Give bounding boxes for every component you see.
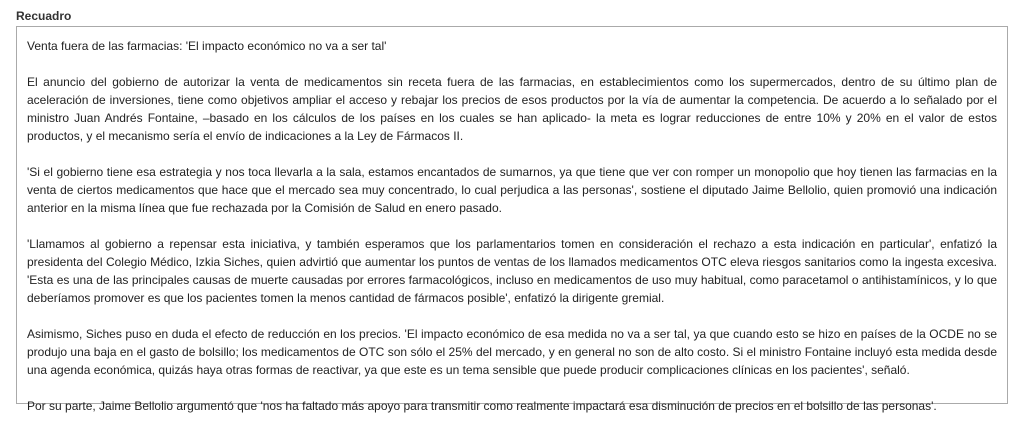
article-paragraph: 'Si el gobierno tiene esa estrategia y nos toca llevarla a la sala, estamos encantados de sumarnos, ya que tiene que ver con romper un monopolio que hoy tienen las farmacias en la venta de ciertos medicamentos que hace que el mercado sea muy concentrado, lo cual perjudica a las personas', sostiene el diputado Jaime Bellolio, quien promovió una indicación anterior en la misma línea que fue rechazada por la Comisión de Salud en enero pasado. xyxy=(27,165,997,215)
article-headline: Venta fuera de las farmacias: 'El impacto económico no va a ser tal' xyxy=(27,39,387,53)
article-paragraph: 'Llamamos al gobierno a repensar esta iniciativa, y también esperamos que los parlamentarios tomen en consideración el rechazo a esta indicación en particular', enfatizó la presidenta del Colegio Médico, Izkia Siches, quien advirtió que aumentar los puntos de ventas de los llamados medicamentos OTC eleva riesgos sanitarios como la ingesta excesiva. 'Esta es una de las principales causas de muerte causadas por errores farmacológicos, incluso en medicamentos de uso muy habitual, como paracetamol o antihistamínicos, y lo que deberíamos promover es que los pacientes tomen la menos cantidad de fármacos posible', enfatizó la dirigente gremial. xyxy=(27,237,997,305)
article-paragraph: El anuncio del gobierno de autorizar la venta de medicamentos sin receta fuera de las farmacias, en establecimientos como los supermercados, dentro de su último plan de aceleración de inversiones, tiene como objetivos ampliar el acceso y rebajar los precios de esos productos por la vía de aumentar la competencia. De acuerdo a lo señalado por el ministro Juan Andrés Fontaine, –basado en los cálculos de los países en los cuales se han aplicado- la meta es lograr reducciones de entre 10% y 20% en el valor de estos productos, y el mecanismo sería el envío de indicaciones a la Ley de Fármacos II. xyxy=(27,75,997,143)
article-paragraph: Asimismo, Siches puso en duda el efecto de reducción en los precios. 'El impacto económico de esa medida no va a ser tal, ya que cuando esto se hizo en países de la OCDE no se produjo una baja en el gasto de bolsillo; los medicamentos de OTC son sólo el 25% del mercado, y en general no son de alto costo. Si el ministro Fontaine incluyó esta medida desde una agenda económica, quizás haya otras formas de reactivar, ya que este es un tema sensible que puede producir complicaciones clínicas en los pacientes', señaló. xyxy=(27,327,997,377)
recuadro-box xyxy=(16,26,1008,413)
section-label: Recuadro xyxy=(16,9,72,23)
article-paragraph: Por su parte, Jaime Bellolio argumentó que 'nos ha faltado más apoyo para transmitir como realmente impactará esa disminución de precios en el bolsillo de las personas'. xyxy=(27,399,937,413)
